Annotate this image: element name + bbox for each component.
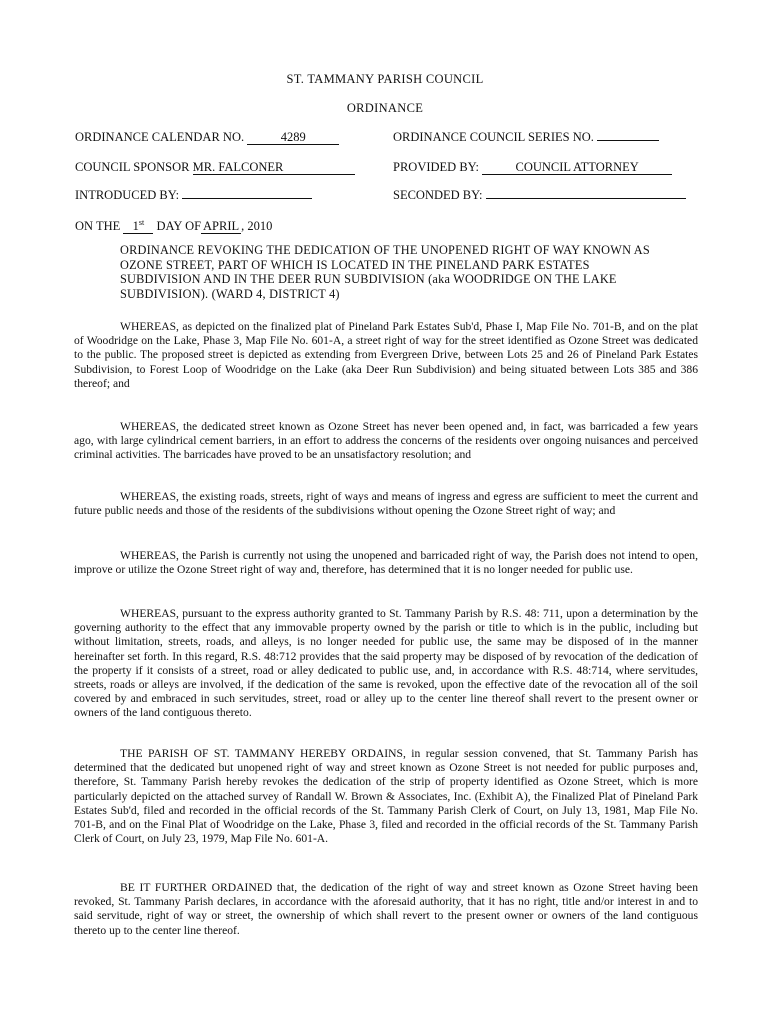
whereas-paragraph-4: WHEREAS, the Parish is currently not using the unopened and barricaded right of way, the Parish does not intend to open, improve or utilize the Ozone Street right of way and, therefore, has determined that it is no longer needed for public use.: [74, 549, 698, 577]
whereas-paragraph-5: WHEREAS, pursuant to the express authority granted to St. Tammany Parish by R.S. 48: 711, upon a determination by the governing authority to the effect that any immovable property owned by the parish or title to which is in the public, including but without limitation, streets, roads, and alleys, is no longer needed for public use, the same may be disposed of in the manner hereinafter set forth. In this regard, R.S. 48:712 provides that the said property may be disposed of by revocation of the dedication of the property if it consists of a street, road or alley dedicated to public use, and, in accordance with R.S. 48:714, where servitudes, streets, roads or alleys are involved, if the dedication of the same is revoked, upon the effective date of the revocation all of the soil covered by and embraced in such servitudes, street, road or alley up to the center line thereof shall revert to the present owner or owners of the land contiguous thereto.: [74, 607, 698, 720]
sponsor-label: COUNCIL SPONSOR: [75, 160, 190, 174]
introduced-by-value: [182, 198, 312, 199]
council-title: ST. TAMMANY PARISH COUNCIL: [286, 72, 484, 86]
whereas-paragraph-1: WHEREAS, as depicted on the finalized plat of Pineland Park Estates Sub'd, Phase I, Map File No. 701-B, and on the plat of Woodridge on the Lake, Phase 3, Map File No. 601-A, a street right of way for the street identified as Ozone Street was dedicated to the public. The proposed street is depicted as extending from Evergreen Drive, between Lots 25 and 26 of Pineland Park Estates Subdivision, to Forest Loop of Woodridge on the Lake (aka Deer Run Subdivision) and being situated between Lots 385 and 386 thereof; and: [74, 320, 698, 390]
provided-by-value: COUNCIL ATTORNEY: [482, 160, 672, 175]
ordinance-caption: ORDINANCE REVOKING THE DEDICATION OF THE UNOPENED RIGHT OF WAY KNOWN AS OZONE STREET, PART OF WHICH IS LOCATED IN THE PINELAND PARK ESTATES SUBDIVISION AND IN THE DEER RUN SUBDIVISION (aka WOODRIDGE ON THE LAKE SUBDIVISION). (WARD 4, DISTRICT 4): [120, 243, 650, 301]
seconded-by-value: [486, 198, 686, 199]
whereas-paragraph-3: WHEREAS, the existing roads, streets, right of ways and means of ingress and egress are sufficient to meet the current and future public needs and those of the residents of the subdivisions without opening the Ozone Street right of way; and: [74, 490, 698, 518]
seconded-by-label: SECONDED BY:: [393, 188, 483, 202]
day-value: 1st: [123, 216, 153, 234]
month-value: APRIL: [203, 219, 240, 234]
further-ordained-paragraph: BE IT FURTHER ORDAINED that, the dedication of the right of way and street known as Ozone Street having been revoked, St. Tammany Parish declares, in accordance with the aforesaid authority, that it has no right, title and/or interest in and to said servitude, right of way or street, the ownership of which shall revert to the present owner or owners of the land contiguous thereto up to the center line thereof.: [74, 881, 698, 937]
calendar-number: 4289: [247, 130, 339, 145]
whereas-paragraph-2: WHEREAS, the dedicated street known as Ozone Street has never been opened and, in fact, was barricaded a few years ago, with large cylindrical cement barriers, in an effort to address the concerns of the residents over ongoing nuisances and perceived criminal activities. The barricades have proved to be an unsatisfactory resolution; and: [74, 420, 698, 462]
year-value: , 2010: [241, 219, 273, 234]
day-suffix: st: [138, 218, 145, 227]
provided-by-label: PROVIDED BY:: [393, 160, 480, 174]
date-prefix: ON THE: [75, 219, 121, 234]
introduced-row: [75, 188, 705, 206]
ordains-paragraph: THE PARISH OF ST. TAMMANY HEREBY ORDAINS, in regular session convened, that St. Tammany Parish has determined that the dedicated but unopened right of way and street known as Ozone Street is not needed for public purposes and, therefore, St. Tammany Parish hereby revokes the dedication of the strip of property identified as Ozone Street, which is more particularly depicted on the attached survey of Randall W. Brown & Associates, Inc. (Exhibit A), the Finalized Plat of Pineland Park Estates Sub'd, filed and recorded in the official records of the St. Tammany Parish Clerk of Court, on July 13, 1981, Map File No. 701-B, and on the Final Plat of Woodridge on the Lake, Phase 3, filed and recorded in the official records of the St. Tammany Parish Clerk of Court, on July 23, 1979, Map File No. 601-A.: [74, 747, 698, 846]
document-type: ORDINANCE: [346, 101, 424, 115]
introduced-by-label: INTRODUCED BY:: [75, 188, 180, 202]
series-number: [597, 140, 659, 141]
day-of-label: DAY OF: [156, 219, 202, 234]
series-label: ORDINANCE COUNCIL SERIES NO.: [393, 130, 594, 144]
sponsor-row: [75, 160, 705, 178]
calendar-row: [75, 130, 705, 148]
sponsor-name: MR. FALCONER: [193, 160, 355, 175]
calendar-label: ORDINANCE CALENDAR NO.: [75, 130, 245, 144]
date-row: [75, 216, 705, 234]
